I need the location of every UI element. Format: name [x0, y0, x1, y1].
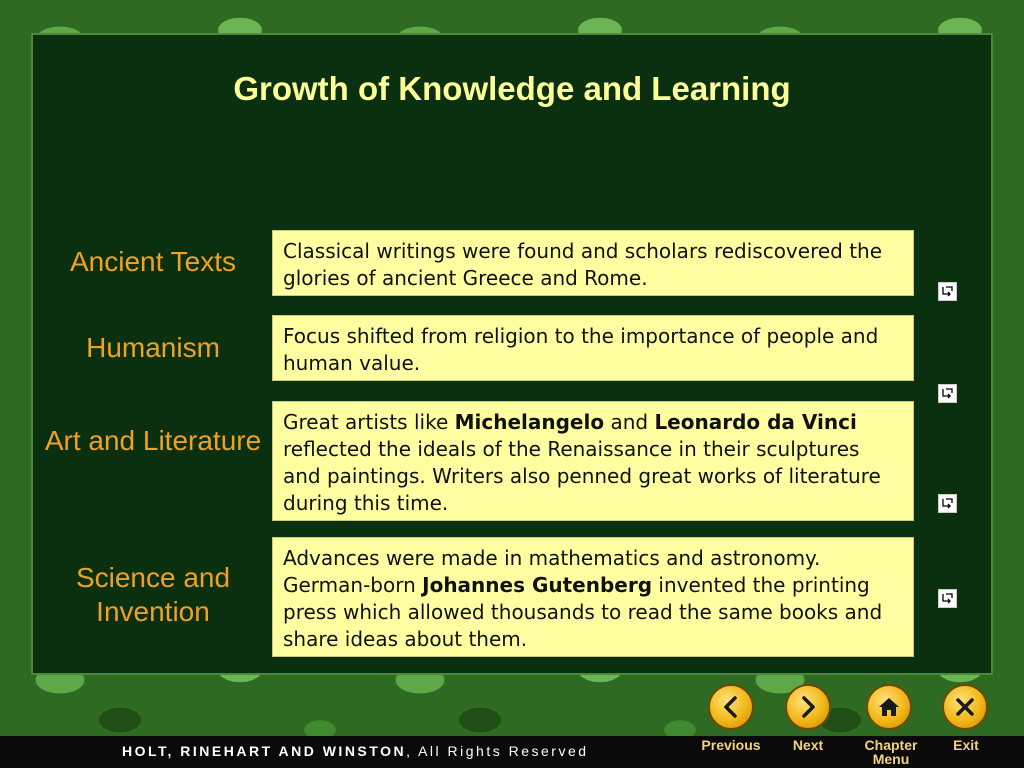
row-text-science-and-invention: [272, 537, 914, 657]
previous-button[interactable]: [708, 684, 754, 730]
row-label-ancient-texts: Ancient Texts: [69, 246, 237, 277]
row-text-ancient-texts: [272, 230, 914, 296]
chapter-menu-button[interactable]: [866, 684, 912, 730]
reveal-button-ancient-texts[interactable]: [938, 282, 957, 301]
row-label-art-and-literature: Art and Literature: [44, 425, 262, 456]
close-icon: [952, 694, 978, 720]
row-label-humanism: Humanism: [86, 332, 220, 363]
chapter-menu-label-line2: Menu: [872, 751, 910, 767]
chapter-menu-label[interactable]: [853, 738, 929, 766]
text-segment: Focus shifted from religion to the importance of people and human value.: [283, 324, 879, 375]
exit-button[interactable]: [942, 684, 988, 730]
previous-label[interactable]: Previous: [701, 737, 761, 753]
slide-title: Growth of Knowledge and Learning: [233, 70, 791, 107]
row-text-humanism: [272, 315, 914, 381]
text-segment: reflected the ideals of the Renaissance in their sculptures and paintings. Writers also penned great works of literature during this time.: [283, 437, 881, 515]
next-button[interactable]: [785, 684, 831, 730]
text-segment: Great artists like: [283, 410, 455, 434]
text-segment: invented the printing press which allowed thousands to read the same books and share ideas about them.: [283, 573, 883, 651]
highlight-name: Michelangelo: [454, 410, 605, 434]
row-text-art-and-literature: [272, 401, 914, 521]
highlight-name: Johannes Gutenberg: [422, 573, 653, 597]
arrow-return-icon: [941, 497, 954, 510]
arrow-return-icon: [941, 592, 954, 605]
chapter-menu-label-line1: Chapter: [864, 737, 918, 753]
rights-text: , All Rights Reserved: [406, 743, 589, 759]
chevron-right-icon: [795, 694, 821, 720]
exit-label[interactable]: Exit: [953, 737, 979, 753]
next-label[interactable]: Next: [792, 737, 824, 753]
arrow-return-icon: [941, 285, 954, 298]
reveal-button-art-and-literature[interactable]: [938, 494, 957, 513]
chevron-left-icon: [718, 694, 744, 720]
text-segment: and: [604, 410, 655, 434]
publisher-name: HOLT, RINEHART AND WINSTON: [122, 743, 407, 759]
home-icon: [876, 694, 902, 720]
text-segment: Advances were made in mathematics and astronomy. German-born: [283, 546, 821, 597]
arrow-return-icon: [941, 387, 954, 400]
reveal-button-humanism[interactable]: [938, 384, 957, 403]
text-segment: Classical writings were found and scholars rediscovered the glories of ancient Greece and Rome.: [283, 239, 883, 290]
copyright-notice: [122, 743, 589, 759]
reveal-button-science-and-invention[interactable]: [938, 589, 957, 608]
row-label-science-and-invention: Science and Invention: [75, 562, 231, 627]
highlight-name: Leonardo da Vinci: [654, 410, 857, 434]
